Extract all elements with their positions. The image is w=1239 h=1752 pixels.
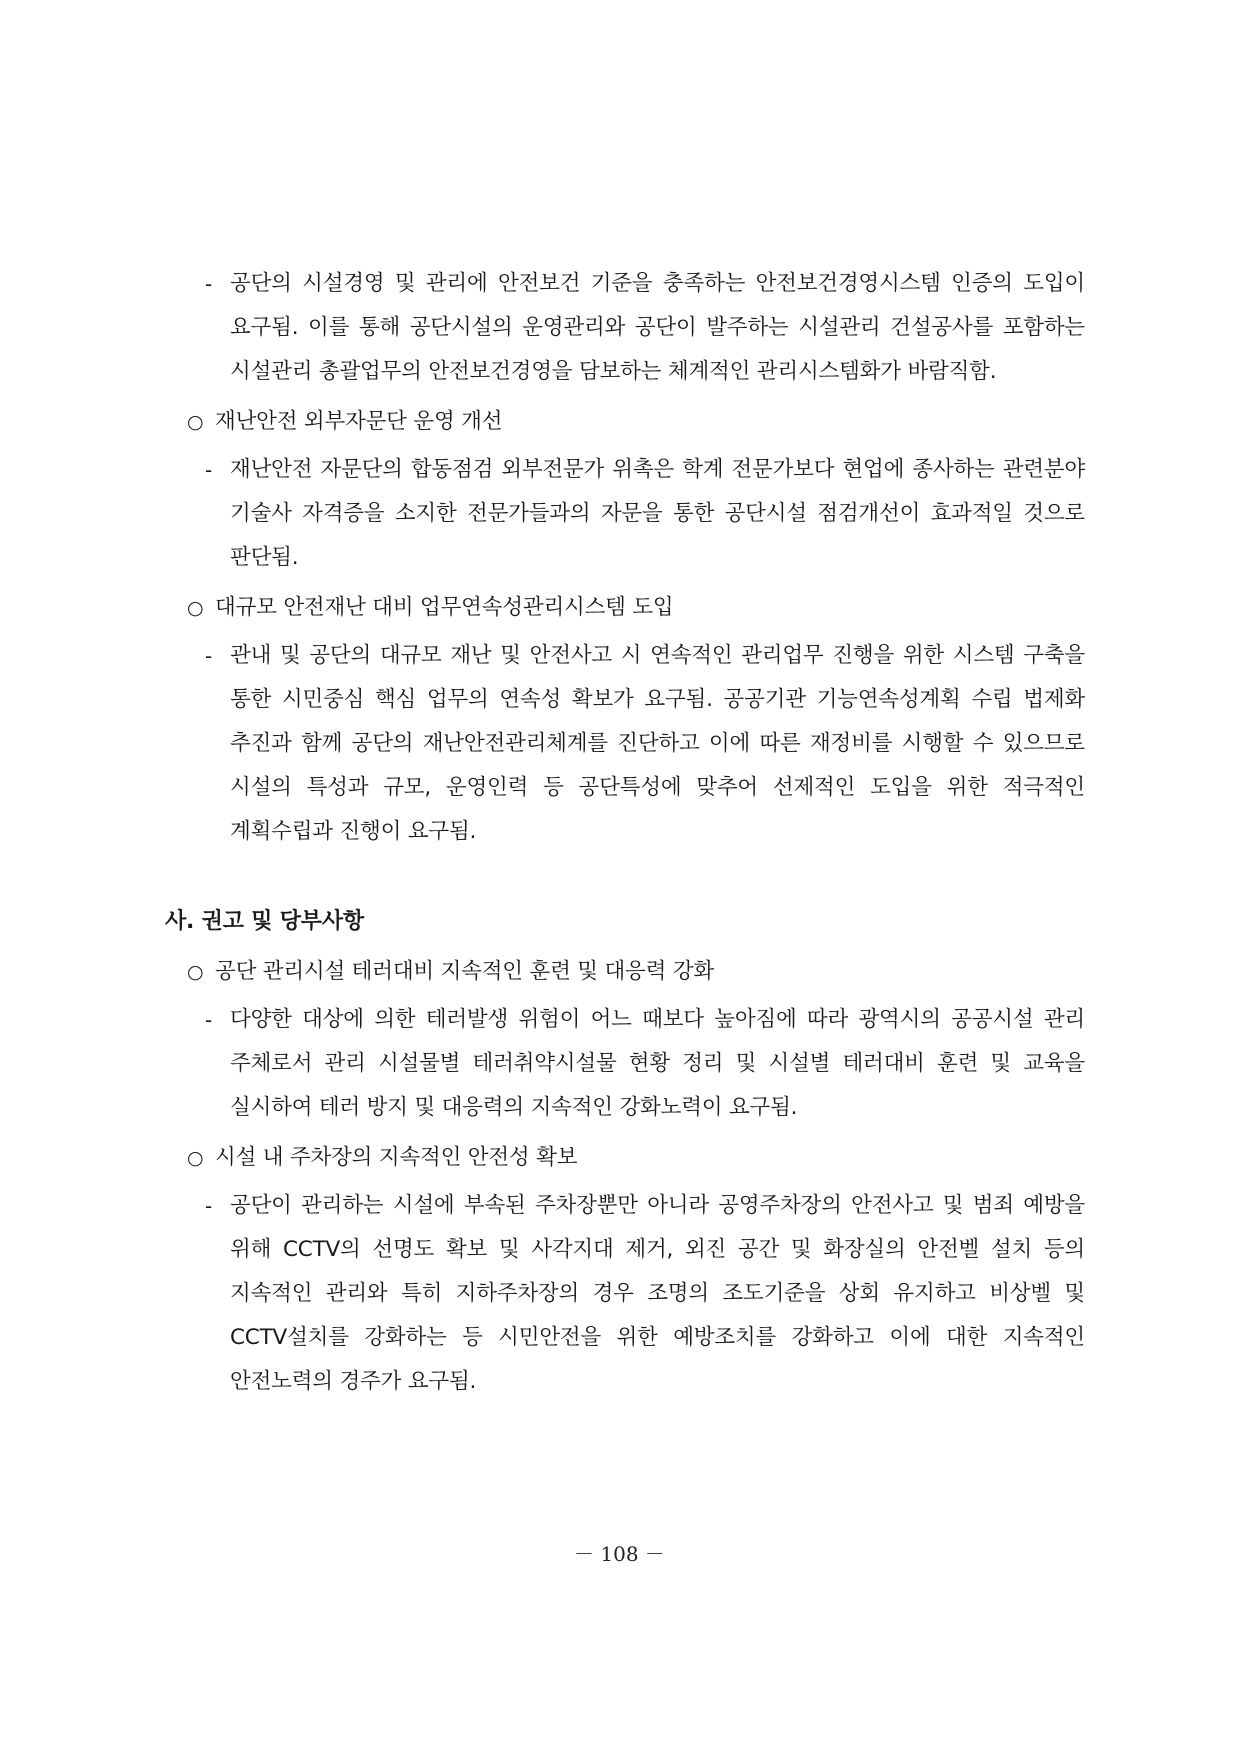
page-number: － 108 －: [574, 1542, 665, 1566]
item-heading: 재난안전 외부자문단 운영 개선: [215, 409, 503, 434]
list-item-circle: [165, 950, 1085, 994]
list-item-dash: [165, 448, 1085, 580]
list-item-dash: [165, 634, 1085, 854]
list-item-circle: [165, 586, 1085, 630]
list-item-dash: [165, 1184, 1085, 1404]
dash-bullet: -: [205, 1194, 213, 1218]
item-heading: 공단 관리시설 테러대비 지속적인 훈련 및 대응력 강화: [215, 959, 714, 984]
list-item-circle: [165, 1136, 1085, 1180]
dash-bullet: -: [205, 1008, 213, 1032]
section-title: 사. 권고 및 당부사항: [165, 909, 364, 934]
paragraph-text: 다양한 대상에 의한 테러발생 위험이 어느 때보다 높아짐에 따라 광역시의 공공시설 관리 주체로서 관리 시설물별 테러취약시설물 현황 정리 및 시설별 테러대비 훈련 및 교육을 실시하여 테러 방지 및 대응력의 지속적인 강화노력이 요구됨.: [230, 1007, 1085, 1120]
dash-bullet: -: [205, 272, 213, 296]
circle-bullet: ○: [187, 961, 204, 983]
list-item-circle: [165, 400, 1085, 444]
list-item-dash: [165, 262, 1085, 394]
circle-bullet: ○: [187, 411, 204, 433]
paragraph-text: 관내 및 공단의 대규모 재난 및 안전사고 시 연속적인 관리업무 진행을 위한 시스템 구축을 통한 시민중심 핵심 업무의 연속성 확보가 요구됨. 공공기관 기능연속성계획 수립 법제화 추진과 함께 공단의 재난안전관리체계를 진단하고 이에 따른 재정비를 시행할 수 있으므로 시설의 특성과 규모, 운영인력 등 공단특성에 맞추어 선제적인 도입을 위한 적극적인 계획수립과 진행이 요구됨.: [230, 643, 1085, 844]
item-heading: 시설 내 주차장의 지속적인 안전성 확보: [215, 1145, 578, 1170]
paragraph-text: 공단이 관리하는 시설에 부속된 주차장뿐만 아니라 공영주차장의 안전사고 및 범죄 예방을 위해 CCTV의 선명도 확보 및 사각지대 제거, 외진 공간 및 화장실의 안전벨 설치 등의 지속적인 관리와 특히 지하주차장의 경우 조명의 조도기준을 상회 유지하고 비상벨 및 CCTV설치를 강화하는 등 시민안전을 위한 예방조치를 강화하고 이에 대한 지속적인 안전노력의 경주가 요구됨.: [230, 1193, 1085, 1394]
paragraph-text: 공단의 시설경영 및 관리에 안전보건 기준을 충족하는 안전보건경영시스템 인증의 도입이 요구됨. 이를 통해 공단시설의 운영관리와 공단이 발주하는 시설관리 건설공사를 포함하는 시설관리 총괄업무의 안전보건경영을 담보하는 체계적인 관리시스템화가 바람직함.: [230, 271, 1085, 384]
circle-bullet: ○: [187, 1147, 204, 1169]
dash-bullet: -: [205, 458, 213, 482]
paragraph-text: 재난안전 자문단의 합동점검 외부전문가 위촉은 학계 전문가보다 현업에 종사하는 관련분야 기술사 자격증을 소지한 전문가들과의 자문을 통한 공단시설 점검개선이 효과적일 것으로 판단됨.: [230, 457, 1085, 570]
circle-bullet: ○: [187, 597, 204, 619]
item-heading: 대규모 안전재난 대비 업무연속성관리시스템 도입: [215, 595, 674, 620]
page-content: [165, 262, 1085, 1404]
list-item-dash: [165, 998, 1085, 1130]
dash-bullet: -: [205, 644, 213, 668]
